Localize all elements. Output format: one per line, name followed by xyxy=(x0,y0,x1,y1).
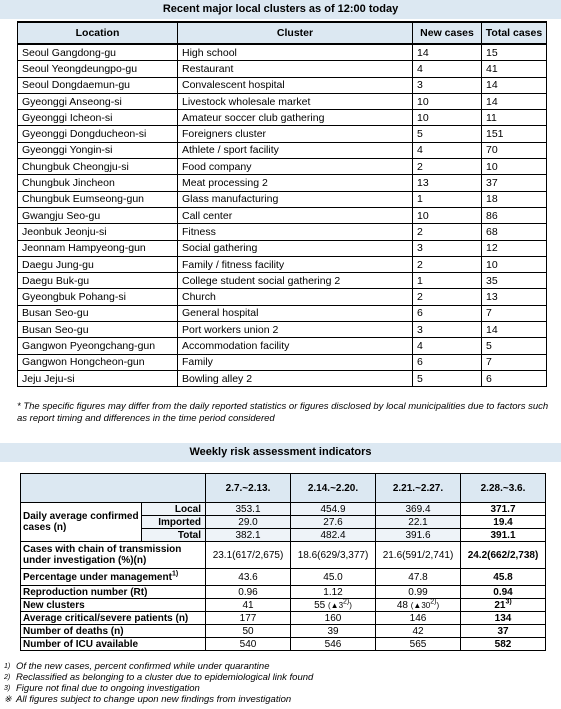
rt-value: 0.99 xyxy=(376,586,461,599)
weekly-header-row xyxy=(21,474,546,503)
cluster-new-cases: 2 xyxy=(413,289,482,305)
cluster-location: Gyeonggi Dongducheon-si xyxy=(18,126,178,142)
management-value: 45.0 xyxy=(291,569,376,586)
cluster-new-cases: 10 xyxy=(413,93,482,109)
footnote-item xyxy=(4,683,559,694)
footnote-mark: 2) xyxy=(4,674,11,681)
new-clusters-number: 55 xyxy=(314,599,326,611)
cluster-name: Bowling alley 2 xyxy=(178,370,413,386)
management-value: 47.8 xyxy=(376,569,461,586)
footnote-text: Figure not final due to ongoing investigation xyxy=(16,683,200,694)
cluster-row xyxy=(18,126,547,142)
rt-label: Reproduction number (Rt) xyxy=(21,586,206,599)
cluster-new-cases: 1 xyxy=(413,191,482,207)
cluster-total-cases: 14 xyxy=(482,322,547,338)
cluster-row xyxy=(18,370,547,386)
cluster-name: College student social gathering 2 xyxy=(178,273,413,289)
cluster-row xyxy=(18,354,547,370)
cluster-row xyxy=(18,322,547,338)
footnote-text: Of the new cases, percent confirmed while under quarantine xyxy=(16,661,270,672)
imported-value: 19.4 xyxy=(461,516,546,529)
total-label: Total xyxy=(142,529,206,542)
cluster-new-cases: 6 xyxy=(413,305,482,321)
imported-label: Imported xyxy=(142,516,206,529)
cluster-name: Livestock wholesale market xyxy=(178,93,413,109)
cluster-total-cases: 86 xyxy=(482,207,547,223)
cluster-location: Chungbuk Eumseong-gun xyxy=(18,191,178,207)
cluster-row xyxy=(18,273,547,289)
local-value: 369.4 xyxy=(376,503,461,516)
new-clusters-value xyxy=(206,599,291,612)
imported-value: 22.1 xyxy=(376,516,461,529)
deaths-label: Number of deaths (n) xyxy=(21,625,206,638)
new-clusters-footnote-mark: 2) xyxy=(430,598,437,606)
new-clusters-value xyxy=(376,599,461,612)
management-footnote-mark: 1) xyxy=(171,570,179,578)
new-clusters-label: New clusters xyxy=(21,599,206,612)
cluster-total-cases: 70 xyxy=(482,142,547,158)
weekly-footnotes xyxy=(4,661,559,705)
period-header: 2.21.~2.27. xyxy=(376,474,461,503)
footnote-text: All figures subject to change upon new findings from investigation xyxy=(16,694,292,705)
local-label: Local xyxy=(142,503,206,516)
period-header: 2.14.~2.20. xyxy=(291,474,376,503)
cluster-name: Social gathering xyxy=(178,240,413,256)
cluster-name: Accommodation facility xyxy=(178,338,413,354)
cluster-new-cases: 2 xyxy=(413,159,482,175)
new-clusters-number: 48 xyxy=(396,599,408,611)
chain-label: Cases with chain of transmission under investigation (%)(n) xyxy=(21,542,206,569)
header-location: Location xyxy=(18,22,178,44)
cluster-row xyxy=(18,224,547,240)
cluster-new-cases: 2 xyxy=(413,256,482,272)
total-value: 382.1 xyxy=(206,529,291,542)
new-clusters-note-close: ) xyxy=(349,600,352,610)
period-header: 2.28.~3.6. xyxy=(461,474,546,503)
cluster-name: High school xyxy=(178,44,413,61)
cluster-row xyxy=(18,191,547,207)
cluster-total-cases: 6 xyxy=(482,370,547,386)
cluster-name: Port workers union 2 xyxy=(178,322,413,338)
cluster-new-cases: 2 xyxy=(413,224,482,240)
management-value: 43.6 xyxy=(206,569,291,586)
cluster-row xyxy=(18,159,547,175)
cluster-location: Jeju Jeju-si xyxy=(18,370,178,386)
total-value: 391.1 xyxy=(461,529,546,542)
new-clusters-note: (▲30 xyxy=(410,600,431,610)
cluster-name: Convalescent hospital xyxy=(178,77,413,93)
rt-value: 0.96 xyxy=(206,586,291,599)
management-label xyxy=(21,569,206,586)
cluster-location: Seoul Dongdaemun-gu xyxy=(18,77,178,93)
cluster-location: Daegu Buk-gu xyxy=(18,273,178,289)
cluster-new-cases: 6 xyxy=(413,354,482,370)
cluster-location: Busan Seo-gu xyxy=(18,322,178,338)
cluster-total-cases: 13 xyxy=(482,289,547,305)
cluster-row xyxy=(18,175,547,191)
deaths-value: 50 xyxy=(206,625,291,638)
new-clusters-row xyxy=(21,599,546,612)
cluster-location: Seoul Gangdong-gu xyxy=(18,44,178,61)
cluster-location: Gyeonggi Anseong-si xyxy=(18,93,178,109)
local-row xyxy=(21,503,546,516)
cluster-total-cases: 18 xyxy=(482,191,547,207)
cluster-row xyxy=(18,142,547,158)
cluster-new-cases: 13 xyxy=(413,175,482,191)
icu-label: Number of ICU available xyxy=(21,638,206,651)
cluster-row xyxy=(18,305,547,321)
cluster-location: Chungbuk Jincheon xyxy=(18,175,178,191)
icu-value: 582 xyxy=(461,638,546,651)
local-value: 353.1 xyxy=(206,503,291,516)
header-new-cases: New cases xyxy=(413,22,482,44)
local-value: 454.9 xyxy=(291,503,376,516)
critical-label: Average critical/severe patients (n) xyxy=(21,612,206,625)
new-clusters-value xyxy=(461,599,546,612)
cluster-total-cases: 14 xyxy=(482,93,547,109)
new-clusters-footnote-mark: 3) xyxy=(505,598,512,606)
chain-value: 23.1(617/2,675) xyxy=(206,542,291,569)
clusters-footnote: * The specific figures may differ from the daily reported statistics or figures disclosed by local municipalities due to factors such as report timing and differences in the time period considered xyxy=(17,401,549,424)
cluster-new-cases: 3 xyxy=(413,77,482,93)
rt-value: 0.94 xyxy=(461,586,546,599)
cluster-location: Busan Seo-gu xyxy=(18,305,178,321)
cluster-row xyxy=(18,338,547,354)
cluster-new-cases: 10 xyxy=(413,207,482,223)
cluster-name: Call center xyxy=(178,207,413,223)
footnote-mark: 1) xyxy=(4,663,11,670)
cluster-location: Gwangju Seo-gu xyxy=(18,207,178,223)
cluster-total-cases: 35 xyxy=(482,273,547,289)
clusters-header-row xyxy=(18,22,547,44)
cluster-new-cases: 4 xyxy=(413,61,482,77)
cluster-location: Seoul Yeongdeungpo-gu xyxy=(18,61,178,77)
cluster-total-cases: 37 xyxy=(482,175,547,191)
deaths-row xyxy=(21,625,546,638)
total-value: 391.6 xyxy=(376,529,461,542)
cluster-new-cases: 10 xyxy=(413,110,482,126)
cluster-new-cases: 14 xyxy=(413,44,482,61)
cluster-new-cases: 4 xyxy=(413,338,482,354)
cluster-total-cases: 68 xyxy=(482,224,547,240)
header-total-cases: Total cases xyxy=(482,22,547,44)
weekly-table xyxy=(20,473,546,651)
cluster-location: Gyeonggi Yongin-si xyxy=(18,142,178,158)
critical-value: 146 xyxy=(376,612,461,625)
cluster-location: Jeonbuk Jeonju-si xyxy=(18,224,178,240)
rt-row xyxy=(21,586,546,599)
critical-row xyxy=(21,612,546,625)
deaths-value: 37 xyxy=(461,625,546,638)
cluster-total-cases: 10 xyxy=(482,256,547,272)
header-cluster: Cluster xyxy=(178,22,413,44)
new-clusters-number: 21 xyxy=(494,599,506,611)
cluster-name: Fitness xyxy=(178,224,413,240)
cluster-new-cases: 5 xyxy=(413,126,482,142)
footnote-text: Reclassified as belonging to a cluster due to epidemiological link found xyxy=(16,672,314,683)
new-clusters-note: (▲3 xyxy=(327,600,344,610)
cluster-total-cases: 151 xyxy=(482,126,547,142)
chain-value: 21.6(591/2,741) xyxy=(376,542,461,569)
critical-value: 177 xyxy=(206,612,291,625)
cluster-name: General hospital xyxy=(178,305,413,321)
cluster-row xyxy=(18,240,547,256)
footnote-mark: ※ xyxy=(4,694,12,704)
cluster-name: Family / fitness facility xyxy=(178,256,413,272)
period-header: 2.7.~2.13. xyxy=(206,474,291,503)
cluster-row xyxy=(18,93,547,109)
management-row xyxy=(21,569,546,586)
cluster-total-cases: 15 xyxy=(482,44,547,61)
new-clusters-number: 41 xyxy=(242,599,254,611)
cluster-new-cases: 4 xyxy=(413,142,482,158)
cluster-total-cases: 10 xyxy=(482,159,547,175)
cluster-new-cases: 3 xyxy=(413,322,482,338)
icu-value: 546 xyxy=(291,638,376,651)
cluster-location: Gyeongbuk Pohang-si xyxy=(18,289,178,305)
cluster-location: Gyeonggi Icheon-si xyxy=(18,110,178,126)
cluster-name: Family xyxy=(178,354,413,370)
cluster-name: Restaurant xyxy=(178,61,413,77)
clusters-title: Recent major local clusters as of 12:00 today xyxy=(0,0,561,19)
footnote-mark: 3) xyxy=(4,685,11,692)
cluster-total-cases: 7 xyxy=(482,354,547,370)
cluster-total-cases: 12 xyxy=(482,240,547,256)
critical-value: 160 xyxy=(291,612,376,625)
clusters-table xyxy=(17,21,547,387)
cluster-row xyxy=(18,110,547,126)
cluster-location: Gangwon Pyeongchang-gun xyxy=(18,338,178,354)
cluster-row xyxy=(18,289,547,305)
footnote-item xyxy=(4,661,559,672)
rt-value: 1.12 xyxy=(291,586,376,599)
cluster-name: Glass manufacturing xyxy=(178,191,413,207)
management-label-text: Percentage under management xyxy=(23,571,172,583)
cluster-row xyxy=(18,61,547,77)
icu-value: 540 xyxy=(206,638,291,651)
local-value: 371.7 xyxy=(461,503,546,516)
cluster-name: Athlete / sport facility xyxy=(178,142,413,158)
footnote-item xyxy=(4,672,559,683)
cluster-row xyxy=(18,207,547,223)
cluster-row xyxy=(18,256,547,272)
cluster-row xyxy=(18,77,547,93)
chain-row xyxy=(21,542,546,569)
management-value: 45.8 xyxy=(461,569,546,586)
cluster-name: Foreigners cluster xyxy=(178,126,413,142)
cluster-location: Jeonnam Hampyeong-gun xyxy=(18,240,178,256)
cluster-new-cases: 1 xyxy=(413,273,482,289)
cluster-row xyxy=(18,44,547,61)
cluster-name: Amateur soccer club gathering xyxy=(178,110,413,126)
cluster-location: Chungbuk Cheongju-si xyxy=(18,159,178,175)
cluster-name: Church xyxy=(178,289,413,305)
critical-value: 134 xyxy=(461,612,546,625)
cluster-location: Gangwon Hongcheon-gun xyxy=(18,354,178,370)
cluster-total-cases: 5 xyxy=(482,338,547,354)
deaths-value: 42 xyxy=(376,625,461,638)
cluster-total-cases: 11 xyxy=(482,110,547,126)
chain-value: 24.2(662/2,738) xyxy=(461,542,546,569)
cluster-name: Food company xyxy=(178,159,413,175)
cluster-name: Meat processing 2 xyxy=(178,175,413,191)
cluster-new-cases: 5 xyxy=(413,370,482,386)
cluster-location: Daegu Jung-gu xyxy=(18,256,178,272)
icu-row xyxy=(21,638,546,651)
weekly-title: Weekly risk assessment indicators xyxy=(0,443,561,462)
imported-value: 29.0 xyxy=(206,516,291,529)
imported-value: 27.6 xyxy=(291,516,376,529)
new-clusters-note-close: ) xyxy=(436,600,440,610)
chain-value: 18.6(629/3,377) xyxy=(291,542,376,569)
footnote-item xyxy=(4,694,559,705)
daily-average-label: Daily average confirmed cases (n) xyxy=(21,503,142,542)
weekly-header-blank xyxy=(21,474,206,503)
cluster-new-cases: 3 xyxy=(413,240,482,256)
cluster-total-cases: 7 xyxy=(482,305,547,321)
cluster-total-cases: 14 xyxy=(482,77,547,93)
icu-value: 565 xyxy=(376,638,461,651)
deaths-value: 39 xyxy=(291,625,376,638)
new-clusters-value xyxy=(291,599,376,612)
cluster-total-cases: 41 xyxy=(482,61,547,77)
total-value: 482.4 xyxy=(291,529,376,542)
new-clusters-footnote-mark: 2) xyxy=(343,598,350,606)
